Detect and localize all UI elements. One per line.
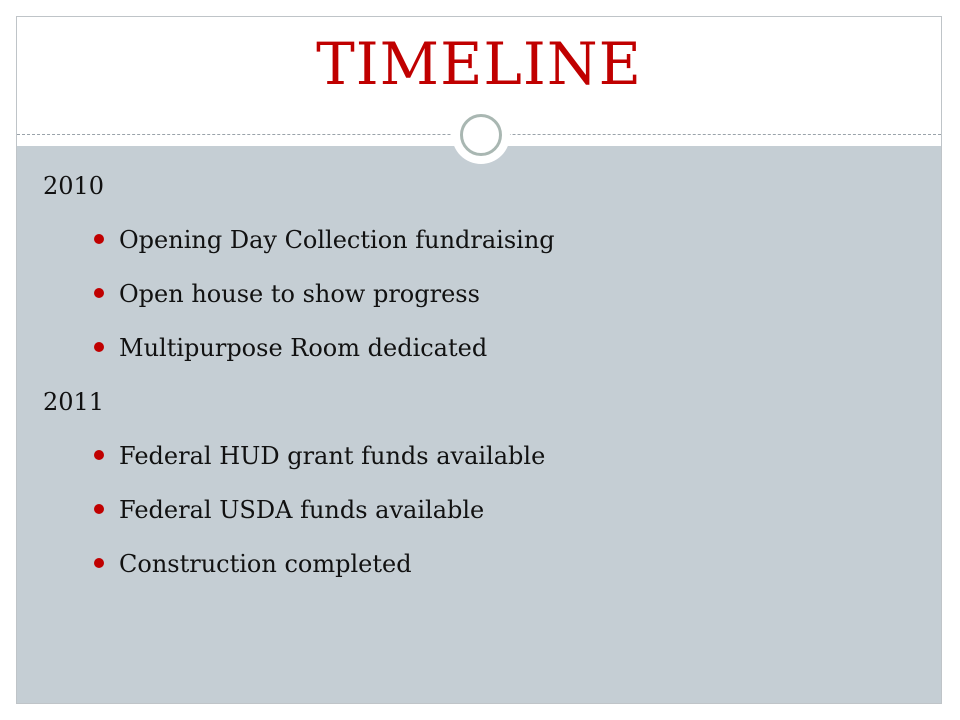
ornament-ring (460, 114, 502, 156)
list-item (43, 332, 903, 364)
list-item (43, 278, 903, 310)
red-dot-icon (94, 288, 104, 298)
red-dot-icon (94, 342, 104, 352)
list-item (43, 224, 903, 256)
year-2010: 2010 (43, 172, 105, 200)
year-2010-list (43, 224, 903, 364)
list-item-text: Federal HUD grant funds available (119, 442, 546, 470)
list-item (43, 440, 903, 472)
timeline-body (43, 170, 903, 602)
list-item (43, 494, 903, 526)
list-item-text: Multipurpose Room dedicated (119, 334, 488, 362)
list-item-text: Open house to show progress (119, 280, 480, 308)
red-dot-icon (94, 558, 104, 568)
list-item-text: Construction completed (119, 550, 412, 578)
red-dot-icon (94, 504, 104, 514)
list-item-text: Federal USDA funds available (119, 496, 485, 524)
circle-ring-icon (452, 106, 510, 164)
red-dot-icon (94, 234, 104, 244)
slide-title: TIMELINE (316, 30, 642, 98)
year-2011: 2011 (43, 388, 105, 416)
list-item-text: Opening Day Collection fundraising (119, 226, 555, 254)
red-dot-icon (94, 450, 104, 460)
year-2011-list (43, 440, 903, 580)
list-item (43, 548, 903, 580)
